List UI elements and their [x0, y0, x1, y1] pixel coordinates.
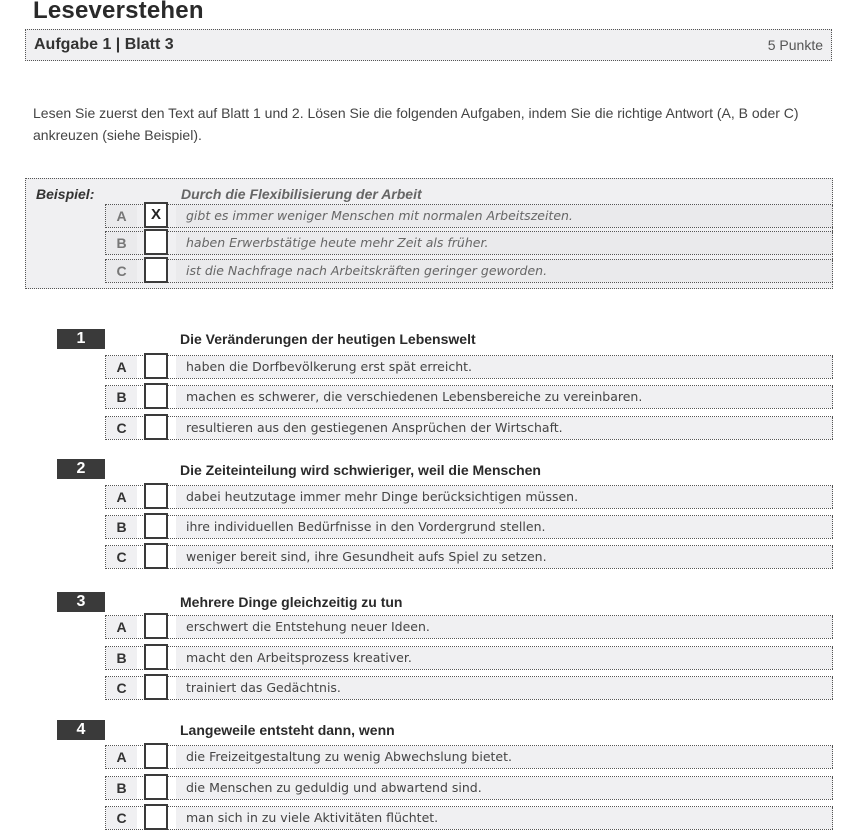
option-letter: C: [106, 546, 137, 568]
checkbox[interactable]: [144, 383, 168, 409]
option-text: die Freizeitgestaltung zu wenig Abwechslung bietet.: [176, 746, 833, 768]
question-text: Die Zeiteinteilung wird schwieriger, weil die Menschen: [180, 462, 541, 478]
option-text: trainiert das Gedächtnis.: [176, 677, 833, 699]
option-letter: C: [106, 417, 137, 439]
option-text: gibt es immer weniger Menschen mit normalen Arbeitszeiten.: [176, 205, 833, 227]
example-question: Durch die Flexibilisierung der Arbeit: [181, 186, 422, 202]
option-text: dabei heutzutage immer mehr Dinge berücksichtigen müssen.: [176, 486, 833, 508]
option-text: die Menschen zu geduldig und abwartend sind.: [176, 777, 833, 799]
checkbox: [144, 257, 168, 283]
checkbox[interactable]: [144, 613, 168, 639]
checkbox[interactable]: [144, 743, 168, 769]
option-text: erschwert die Entstehung neuer Ideen.: [176, 616, 833, 638]
option-letter: B: [106, 232, 137, 254]
option-letter: A: [106, 486, 137, 508]
option-letter: B: [106, 647, 137, 669]
option-text: resultieren aus den gestiegenen Ansprüchen der Wirtschaft.: [176, 417, 833, 439]
example-option-a: [105, 204, 833, 228]
option-text: machen es schwerer, die verschiedenen Lebensbereiche zu vereinbaren.: [176, 386, 833, 408]
option-letter: A: [106, 356, 137, 378]
option-letter: B: [106, 516, 137, 538]
option-row: [105, 515, 833, 539]
option-row: [105, 806, 833, 830]
option-row: [105, 355, 833, 379]
option-text: haben die Dorfbevölkerung erst spät erreicht.: [176, 356, 833, 378]
option-row: [105, 615, 833, 639]
checkbox[interactable]: [144, 543, 168, 569]
option-letter: A: [106, 746, 137, 768]
option-row: [105, 676, 833, 700]
option-row: [105, 646, 833, 670]
option-letter: B: [106, 386, 137, 408]
checkbox[interactable]: [144, 774, 168, 800]
checkbox[interactable]: [144, 483, 168, 509]
checkbox-checked: X: [144, 202, 168, 228]
option-letter: C: [106, 260, 137, 282]
instructions: Lesen Sie zuerst den Text auf Blatt 1 und 2. Lösen Sie die folgenden Aufgaben, indem Sie die richtige Antwort (A, B oder C) ankreuzen (siehe Beispiel).: [33, 105, 799, 143]
checkbox[interactable]: [144, 674, 168, 700]
checkbox[interactable]: [144, 414, 168, 440]
option-row: [105, 385, 833, 409]
option-text: weniger bereit sind, ihre Gesundheit aufs Spiel zu setzen.: [176, 546, 833, 568]
checkbox: [144, 229, 168, 255]
question-text: Die Veränderungen der heutigen Lebenswelt: [180, 331, 476, 347]
option-letter: C: [106, 677, 137, 699]
checkbox[interactable]: [144, 353, 168, 379]
option-text: man sich in zu viele Aktivitäten flüchtet.: [176, 807, 833, 829]
option-row: [105, 545, 833, 569]
question-text: Langeweile entsteht dann, wenn: [180, 722, 395, 738]
option-row: [105, 745, 833, 769]
example-label: Beispiel:: [36, 186, 95, 202]
option-row: [105, 776, 833, 800]
option-letter: C: [106, 807, 137, 829]
checkbox[interactable]: [144, 804, 168, 830]
question-text: Mehrere Dinge gleichzeitig zu tun: [180, 594, 403, 610]
option-text: ihre individuellen Bedürfnisse in den Vordergrund stellen.: [176, 516, 833, 538]
task-label: Aufgabe 1 | Blatt 3: [34, 36, 174, 53]
option-letter: A: [106, 616, 137, 638]
question-number-badge: 2: [57, 459, 105, 479]
option-row: [105, 416, 833, 440]
option-text: ist die Nachfrage nach Arbeitskräften geringer geworden.: [176, 260, 833, 282]
checkbox[interactable]: [144, 644, 168, 670]
checkbox[interactable]: [144, 513, 168, 539]
question-number-badge: 1: [57, 329, 105, 349]
option-letter: B: [106, 777, 137, 799]
option-text: haben Erwerbstätige heute mehr Zeit als früher.: [176, 232, 833, 254]
page-title: Leseverstehen: [33, 0, 204, 24]
example-option-b: [105, 231, 833, 255]
example-option-c: [105, 259, 833, 283]
points-label: 5 Punkte: [767, 37, 823, 53]
option-text: macht den Arbeitsprozess kreativer.: [176, 647, 833, 669]
option-row: [105, 485, 833, 509]
question-number-badge: 3: [57, 592, 105, 612]
question-number-badge: 4: [57, 720, 105, 740]
option-letter: A: [106, 205, 137, 227]
task-header: [25, 29, 832, 61]
